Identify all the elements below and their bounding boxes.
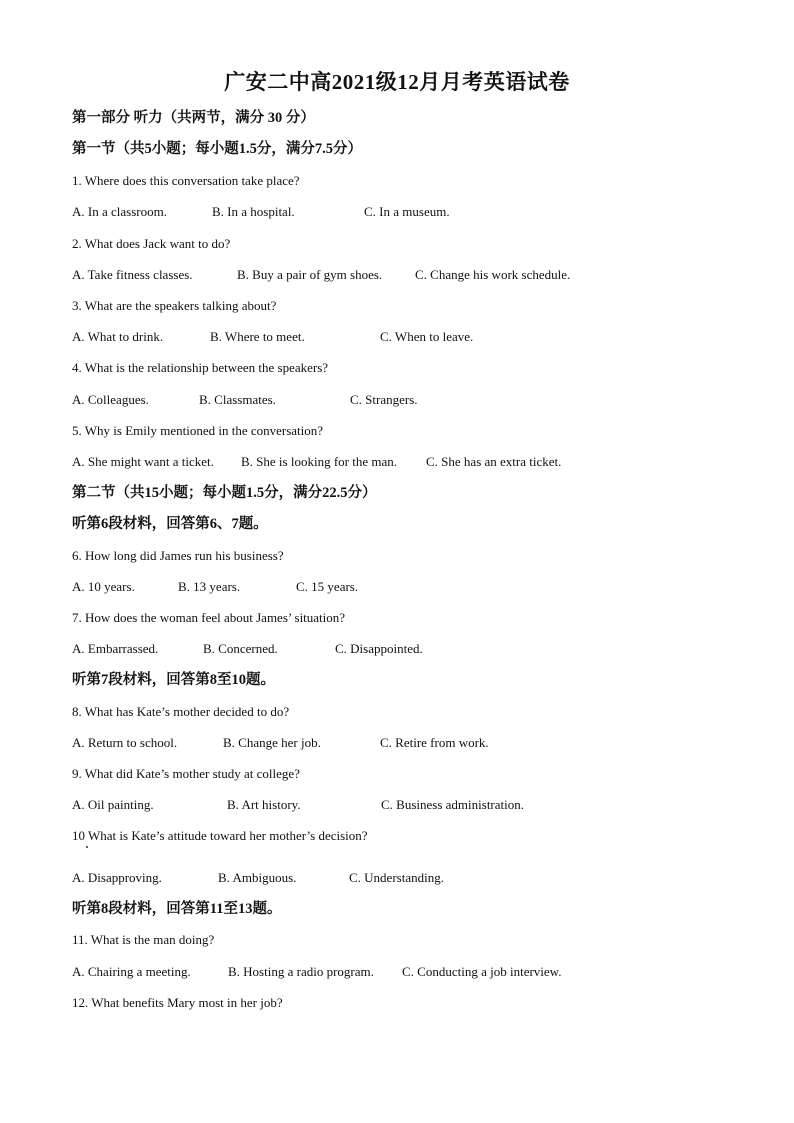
group-heading-3: 听第8段材料，回答第11至13题。 bbox=[72, 901, 282, 917]
question-1: 1. Where does this conversation take place? bbox=[72, 173, 300, 188]
question-3: 3. What are the speakers talking about? bbox=[72, 298, 277, 313]
question-7: 7. How does the woman feel about James’ situation? bbox=[72, 610, 346, 625]
q6-option-c: C. 15 years. bbox=[296, 579, 359, 594]
question-10: 10 What is Kate’s attitude toward her mother’s decision? bbox=[72, 828, 368, 843]
q6-option-b: B. 13 years. bbox=[178, 579, 241, 594]
q4-option-b: B. Classmates. bbox=[199, 392, 276, 407]
q2-option-a: A. Take fitness classes. bbox=[72, 267, 193, 282]
question-2: 2. What does Jack want to do? bbox=[72, 236, 231, 251]
q7-option-c: C. Disappointed. bbox=[335, 641, 423, 656]
question-5: 5. Why is Emily mentioned in the conversation? bbox=[72, 423, 324, 438]
group-heading-2: 听第7段材料，回答第8至10题。 bbox=[72, 672, 275, 688]
q11-option-c: C. Conducting a job interview. bbox=[402, 964, 562, 979]
q8-option-b: B. Change her job. bbox=[223, 735, 321, 750]
q4-option-a: A. Colleagues. bbox=[72, 392, 149, 407]
q10-option-a: A. Disapproving. bbox=[72, 870, 162, 885]
q7-option-b: B. Concerned. bbox=[203, 641, 278, 656]
q2-option-c: C. Change his work schedule. bbox=[415, 267, 571, 282]
question-8: 8. What has Kate’s mother decided to do? bbox=[72, 704, 290, 719]
section-heading-1: 第一节（共5小题；每小题1.5分，满分7.5分） bbox=[72, 141, 362, 157]
question-12: 12. What benefits Mary most in her job? bbox=[72, 995, 283, 1010]
q9-option-a: A. Oil painting. bbox=[72, 797, 154, 812]
q1-option-a: A. In a classroom. bbox=[72, 204, 167, 219]
q7-option-a: A. Embarrassed. bbox=[72, 641, 159, 656]
q8-option-a: A. Return to school. bbox=[72, 735, 178, 750]
question-4: 4. What is the relationship between the speakers? bbox=[72, 360, 329, 375]
group-heading-1: 听第6段材料，回答第6、7题。 bbox=[72, 516, 268, 532]
q5-option-b: B. She is looking for the man. bbox=[241, 454, 397, 469]
exam-title: 广安二中高2021级12月月考英语试卷 bbox=[224, 70, 570, 94]
section-heading-2: 第二节（共15小题；每小题1.5分，满分22.5分） bbox=[72, 485, 377, 501]
q6-option-a: A. 10 years. bbox=[72, 579, 135, 594]
q8-option-c: C. Retire from work. bbox=[380, 735, 489, 750]
q1-option-b: B. In a hospital. bbox=[212, 204, 295, 219]
part-heading: 第一部分 听力（共两节，满分 30 分） bbox=[72, 110, 315, 126]
q3-option-c: C. When to leave. bbox=[380, 329, 474, 344]
q3-option-b: B. Where to meet. bbox=[210, 329, 305, 344]
q9-option-b: B. Art history. bbox=[227, 797, 301, 812]
q11-option-a: A. Chairing a meeting. bbox=[72, 964, 191, 979]
q5-option-c: C. She has an extra ticket. bbox=[426, 454, 562, 469]
q10-option-b: B. Ambiguous. bbox=[218, 870, 297, 885]
q10-option-c: C. Understanding. bbox=[349, 870, 444, 885]
q1-option-c: C. In a museum. bbox=[364, 204, 450, 219]
q9-option-c: C. Business administration. bbox=[381, 797, 524, 812]
q5-option-a: A. She might want a ticket. bbox=[72, 454, 214, 469]
question-9: 9. What did Kate’s mother study at college? bbox=[72, 766, 300, 781]
q11-option-b: B. Hosting a radio program. bbox=[228, 964, 374, 979]
q3-option-a: A. What to drink. bbox=[72, 329, 164, 344]
question-11: 11. What is the man doing? bbox=[72, 932, 215, 947]
stray-dot bbox=[86, 846, 88, 848]
question-6: 6. How long did James run his business? bbox=[72, 548, 284, 563]
q4-option-c: C. Strangers. bbox=[350, 392, 418, 407]
q2-option-b: B. Buy a pair of gym shoes. bbox=[237, 267, 383, 282]
